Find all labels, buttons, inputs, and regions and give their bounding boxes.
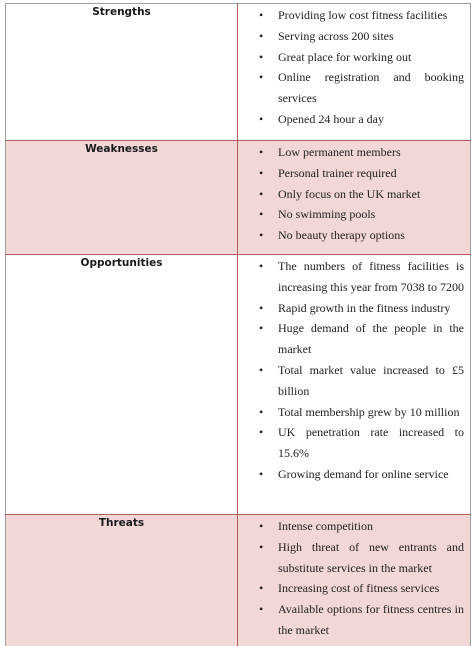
swot-table	[5, 3, 471, 646]
list-item: • Serving across 200 sites	[278, 26, 464, 47]
opportunities-items-cell	[238, 255, 471, 515]
list-item: • Great place for working out	[278, 47, 464, 68]
weaknesses-heading-cell	[6, 141, 238, 255]
strengths-list	[238, 4, 470, 130]
list-item: • No beauty therapy options	[278, 225, 464, 246]
list-item: • Available options for fitness centres in the market	[278, 599, 464, 641]
list-item: • High threat of new entrants and substitute services in the market	[278, 537, 464, 579]
list-item: • Rapid growth in the fitness industry	[278, 298, 464, 319]
list-item: • Providing low cost fitness facilities	[278, 5, 464, 26]
threats-row	[6, 515, 471, 646]
list-item: • Increasing cost of fitness services	[278, 578, 464, 599]
opportunities-row	[6, 255, 471, 515]
threats-heading-cell	[6, 515, 238, 646]
strengths-items-cell	[238, 4, 471, 141]
weaknesses-row	[6, 141, 471, 255]
opportunities-heading: Opportunities	[80, 257, 163, 269]
list-item: • Personal trainer required	[278, 163, 464, 184]
strengths-heading-cell	[6, 4, 238, 141]
list-item: • Huge demand of the people in the market	[278, 318, 464, 360]
threats-items-cell	[238, 515, 471, 646]
list-item: • Online registration and booking services	[278, 67, 464, 109]
strengths-heading: Strengths	[92, 6, 151, 18]
list-item: • Total membership grew by 10 million	[278, 402, 464, 423]
weaknesses-list	[238, 141, 470, 246]
threats-heading: Threats	[98, 517, 145, 529]
list-item: • Intense competition	[278, 516, 464, 537]
opportunities-list	[238, 255, 470, 485]
list-item: • UK penetration rate increased to 15.6%	[278, 422, 464, 464]
weaknesses-heading: Weaknesses	[85, 143, 158, 155]
list-item: • Only focus on the UK market	[278, 184, 464, 205]
opportunities-heading-cell	[6, 255, 238, 515]
list-item: • Low permanent members	[278, 142, 464, 163]
list-item: • Opened 24 hour a day	[278, 109, 464, 130]
strengths-row	[6, 4, 471, 141]
threats-list	[238, 515, 470, 641]
list-item: • The numbers of fitness facilities is increasing this year from 7038 to 7200	[278, 256, 464, 298]
list-item: • No swimming pools	[278, 204, 464, 225]
list-item: • Growing demand for online service	[278, 464, 464, 485]
list-item: • Total market value increased to £5 billion	[278, 360, 464, 402]
weaknesses-items-cell	[238, 141, 471, 255]
